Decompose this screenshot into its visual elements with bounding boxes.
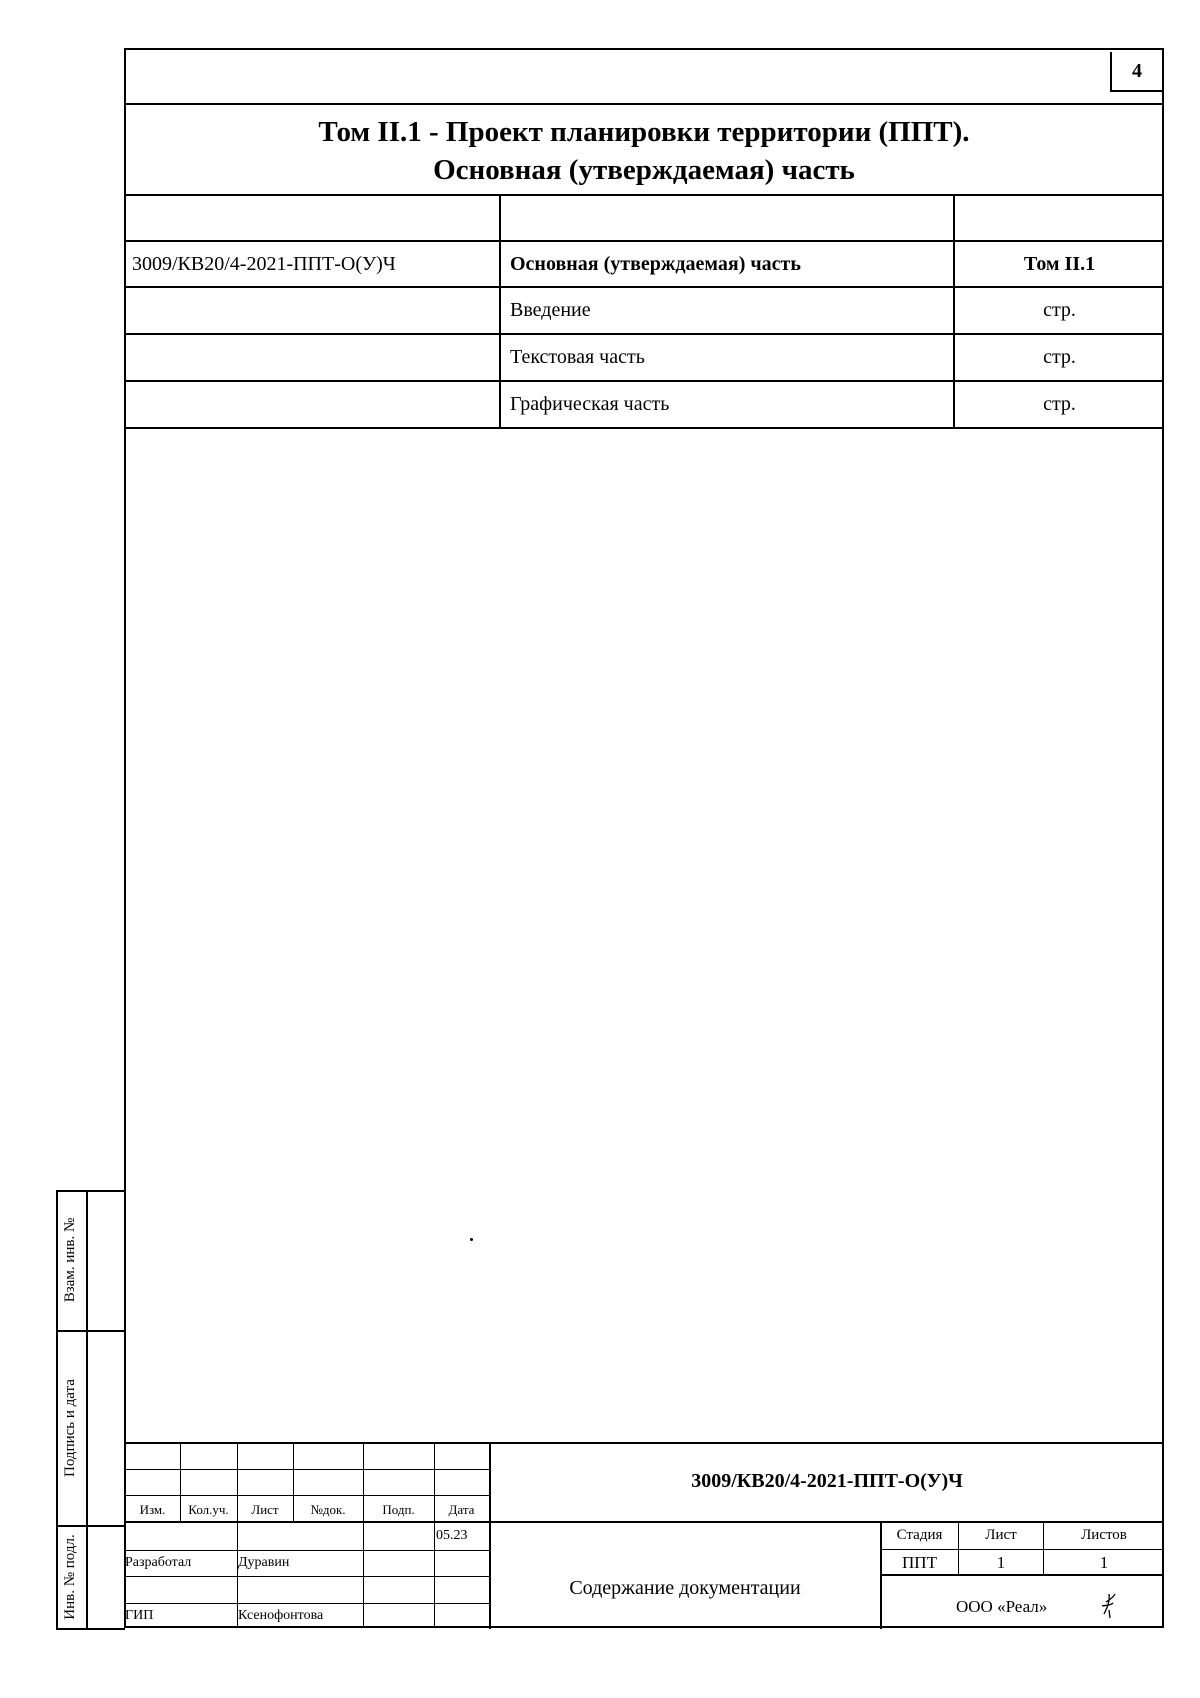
header-podp: Подп. [382, 1502, 415, 1517]
role-developer: Разработал [125, 1555, 192, 1570]
signature-mark [1098, 1588, 1120, 1620]
page-frame [124, 48, 1164, 1628]
header-ndok: №док. [310, 1502, 346, 1517]
sheet-header: Лист [985, 1527, 1017, 1543]
header-koluch: Кол.уч. [188, 1502, 229, 1517]
stage-header: Стадия [896, 1527, 943, 1543]
scan-dot [470, 1238, 473, 1241]
stamp-vzam-label: Взам. инв. № [62, 1217, 78, 1303]
header-data: Дата [448, 1502, 475, 1517]
organization-name: ООО «Реал» [956, 1597, 1048, 1616]
table-row-name: Введение [510, 299, 591, 321]
document-name: Содержание документации [569, 1577, 801, 1599]
document-code: 3009/КВ20/4-2021-ППТ-О(У)Ч [691, 1470, 963, 1492]
header-list: Лист [251, 1502, 279, 1517]
role-gip: ГИП [125, 1608, 154, 1623]
table-row-name: Основная (утверждаемая) часть [510, 253, 801, 275]
header-divider [124, 103, 1164, 105]
header-izm: Изм. [139, 1502, 166, 1517]
table-row-page: стр. [1043, 346, 1076, 368]
sheets-value: 1 [1099, 1553, 1109, 1572]
name-gip: Ксенофонтова [238, 1608, 324, 1623]
table-row-name: Графическая часть [510, 393, 670, 415]
table-row-page: Том II.1 [1023, 253, 1096, 275]
page-title-line-2: Основная (утверждаемая) часть [433, 154, 855, 186]
name-developer: Дуравин [238, 1555, 290, 1570]
page-title-line-1: Том II.1 - Проект планировки территории (ППТ). [318, 116, 970, 148]
sheets-header: Листов [1081, 1527, 1127, 1543]
table-row-name: Текстовая часть [510, 346, 645, 368]
sheet-value: 1 [996, 1553, 1006, 1572]
date-value: 05.23 [436, 1528, 468, 1543]
stage-value: ППТ [902, 1553, 937, 1572]
table-row-page: стр. [1043, 299, 1076, 321]
page-number: 4 [1132, 60, 1142, 82]
stamp-podpis-label: Подпись и дата [62, 1379, 78, 1477]
table-row-code: 3009/КВ20/4-2021-ППТ-О(У)Ч [132, 253, 396, 275]
stamp-inv-label: Инв. № подл. [62, 1534, 78, 1620]
table-row-page: стр. [1043, 393, 1076, 415]
